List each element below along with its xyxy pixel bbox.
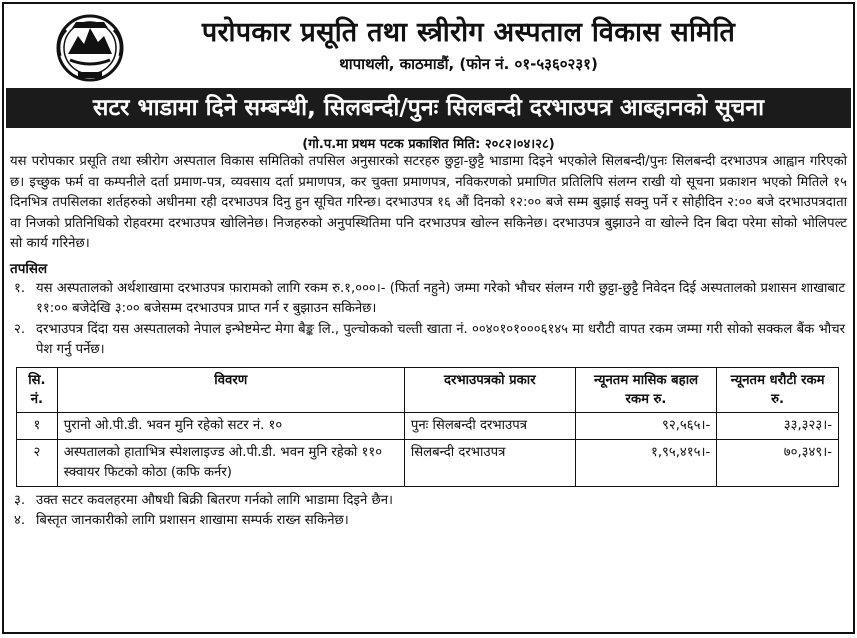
- publication-date: (गो.प.मा प्रथम पटक प्रकाशित मिति: २०८२।०४।२८): [302, 137, 555, 152]
- cell-description: अस्पतालको हाताभित्र स्पेशलाइज्ड ओ.पी.डी. भवन मुनि रहेको ११० स्क्वायर फिटको कोठा (कफि कर्नर): [57, 439, 404, 486]
- condition-text: उक्त सटर कवलहरमा औषधी बिक्री बितरण गर्नको लागि भाडामा दिइने छैन।: [36, 492, 394, 508]
- condition-text: यस अस्पतालको अर्थशाखामा दरभाउपत्र फारामको लागि रकम रु.१,०००।- (फिर्ता नहुने) जम्मा गरेको भौचर संलग्न गरी छुट्टा-छुट्टै निवेदन दिई अस्पतालको प्रशासन शाखाबाट ११:०० बजेदेखि ३:०० बजेसम्म दरभाउपत्र प्राप्त गर्न र बुझाउन सकिनेछ।: [36, 280, 845, 316]
- condition-item: [4, 511, 853, 532]
- notice-page: [2, 2, 855, 634]
- cell-min-deposit: ३३,३२३।-: [717, 412, 839, 439]
- condition-number: १.: [14, 280, 26, 296]
- header-serial: सि. नं.: [17, 367, 58, 412]
- condition-item: [4, 279, 853, 320]
- table-row: [17, 412, 839, 439]
- cell-min-rent: १,९५,४१५।-: [575, 439, 717, 486]
- cell-description: पुरानो ओ.पी.डी. भवन मुनि रहेको सटर नं. १०: [57, 412, 404, 439]
- condition-number: २.: [14, 321, 26, 337]
- organization-name: परोपकार प्रसूति तथा स्त्रीरोग अस्पताल विकास समिति: [201, 17, 736, 48]
- header-min-rent: न्यूनतम मासिक बहाल रकम रु.: [575, 367, 717, 412]
- cell-bid-type: सिलबन्दी दरभाउपत्र: [404, 439, 575, 486]
- header: [4, 4, 853, 88]
- header-description: विवरण: [57, 367, 404, 412]
- cell-min-rent: ९२,५६५।-: [575, 412, 717, 439]
- cell-serial: १: [17, 412, 58, 439]
- cell-min-deposit: ७०,३४९।-: [717, 439, 839, 486]
- cell-serial: २: [17, 439, 58, 486]
- cell-bid-type: पुनः सिलबन्दी दरभाउपत्र: [404, 412, 575, 439]
- header-bid-type: दरभाउपत्रको प्रकार: [404, 367, 575, 412]
- header-min-deposit: न्यूनतम धरौटी रकम रु.: [717, 367, 839, 412]
- condition-item: [4, 491, 853, 512]
- condition-text: दरभाउपत्र दिंदा यस अस्पतालको नेपाल इन्भेष्टमेन्ट मेगा बैङ्क लि., पुल्चोकको चल्ती खाता नं. ००४०१०१०००६१४५ मा धरौटी वापत रकम जम्मा गरी सोको सक्कल बैंक भौचर पेश गर्नु पर्नेछ।: [36, 321, 845, 357]
- intro-paragraph: यस परोपकार प्रसूति तथा स्त्रीरोग अस्पताल विकास समितिको तपसिल अनुसारको सटरहरु छुट्टा-छुट्टै भाडामा दिइने भएकोले सिलबन्दी/पुनः सिलबन्दी दरभाउपत्र आह्वान गरिएको छ। इच्छुक फर्म वा कम्पनीले दर्ता प्रमाण-पत्र, व्यवसाय दर्ता प्रमाणपत्र, कर चुक्ता प्रमाणपत्र, नविकरणको प्रमाणित प्रतिलिपि संलग्न राखी यो सूचना प्रकाशन भएको मितिले १५ दिनभित्र तपसिलका शर्तहरुको अधीनमा रही दरभाउपत्र दिनु हुन सूचित गरिन्छ। दरभाउपत्र १६ औं दिनको १२:०० बजे सम्म बुझाई सक्नु पर्ने र सोहीदिन २:०० बजे दरभाउपत्रदाता वा निजको प्रतिनिधिको रोहवरमा दरभाउपत्र खोलिनेछ। निजहरुको अनुपस्थितिमा पनि दरभाउपत्र खोल्न सकिनेछ। दरभाउपत्र बुझाउने वा खोल्ने दिन बिदा परेमा सोको भोलिपल्ट सो कार्य गरिनेछ।: [10, 154, 847, 251]
- condition-number: ३.: [14, 492, 26, 508]
- condition-text: बिस्तृत जानकारीको लागि प्रशासन शाखामा सम्पर्क राख्न सकिनेछ।: [36, 513, 349, 528]
- condition-item: [4, 320, 853, 361]
- notice-title-banner: सटर भाडामा दिने सम्बन्धी, सिलबन्दी/पुनः सिलबन्दी दरभाउपत्र आब्हानको सूचना: [6, 88, 851, 128]
- table-header-row: [17, 367, 839, 412]
- table-row: [17, 439, 839, 486]
- shutter-table: [16, 367, 839, 487]
- organization-address: थापाथली, काठमाडौं, (फोन नं. ०१-५३६०२३१): [339, 55, 598, 73]
- condition-number: ४.: [14, 513, 26, 528]
- tapasil-heading: तपसिल: [10, 260, 48, 277]
